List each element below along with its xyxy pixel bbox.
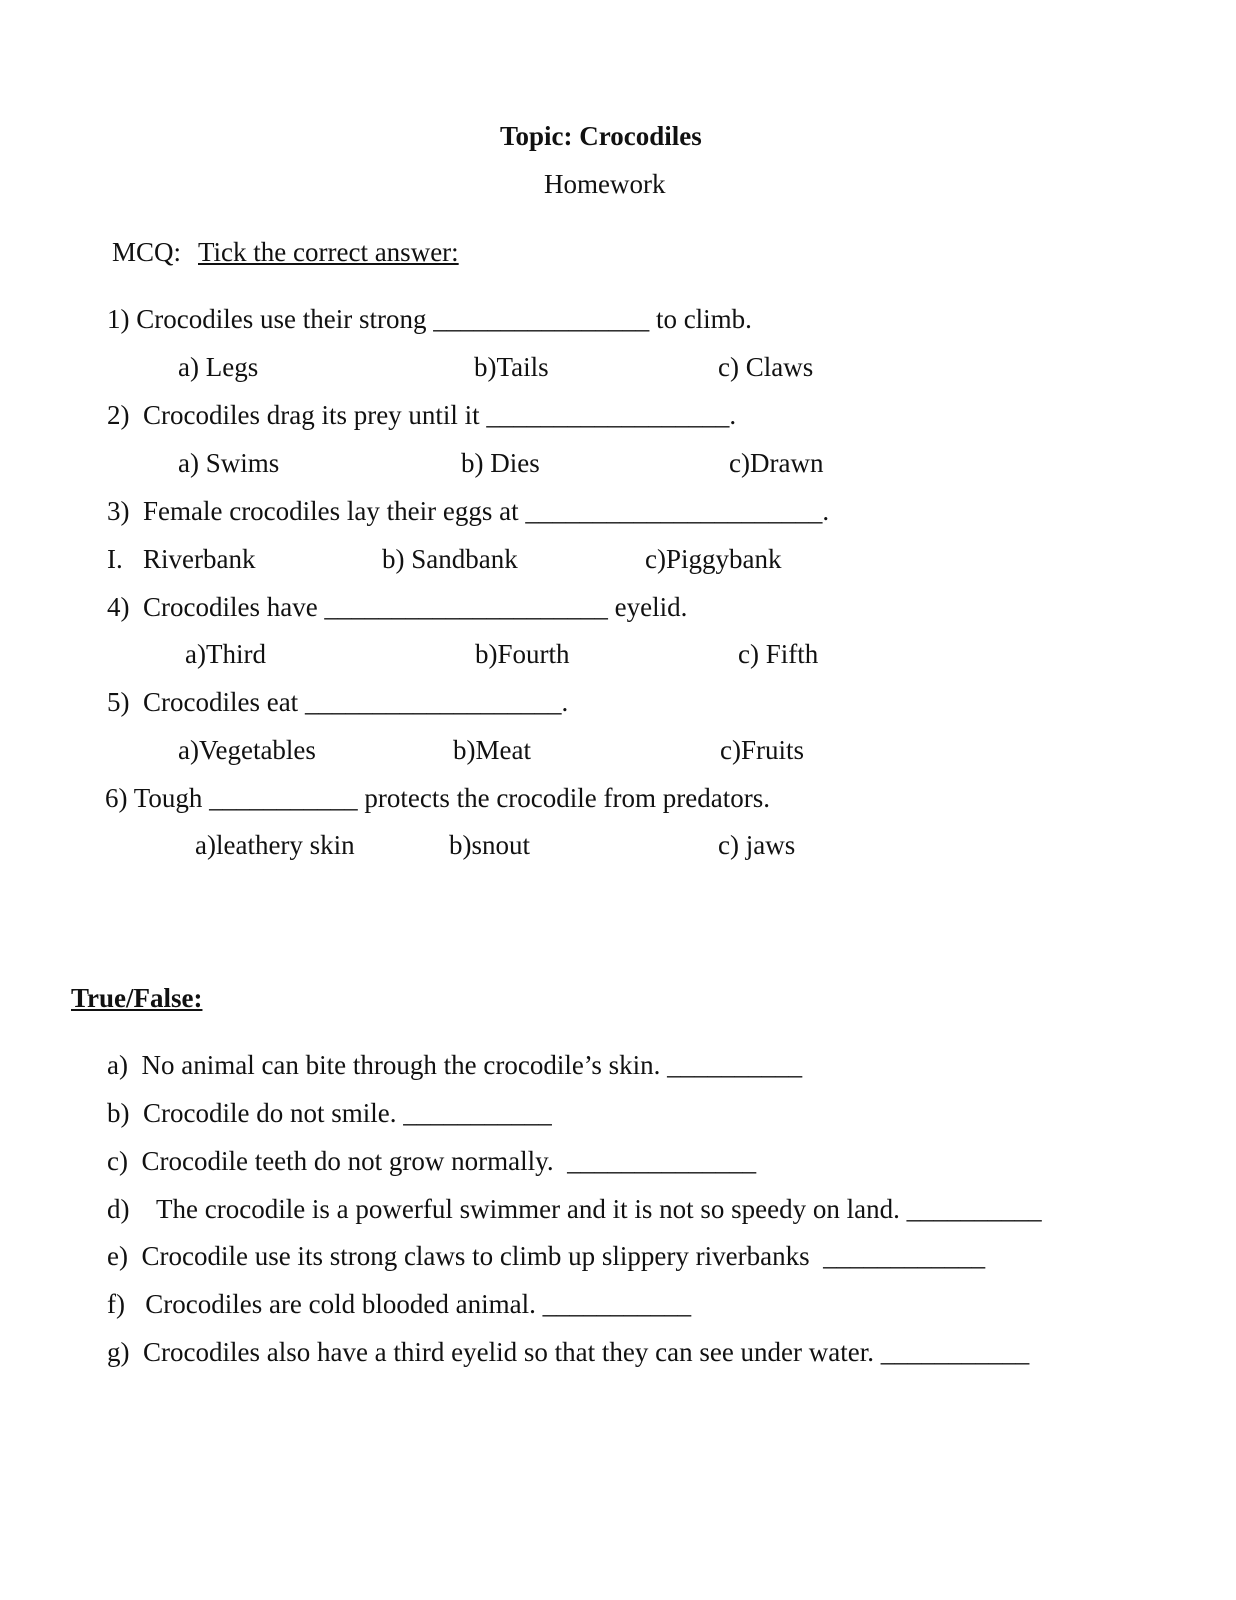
mcq-q2-option-c: c)Drawn [729,448,824,478]
mcq-q4-option-b: b)Fourth [475,639,570,669]
tf-item-e: e) Crocodile use its strong claws to climb up slippery riverbanks ____________ [107,1241,986,1271]
mcq-instruction: Tick the correct answer: [198,237,459,267]
mcq-question-6: 6) Tough ___________ protects the crocodile from predators. [105,783,770,813]
page-subtitle: Homework [544,169,666,199]
tf-item-b: b) Crocodile do not smile. ___________ [107,1098,552,1128]
mcq-question-2: 2) Crocodiles drag its prey until it __________________. [107,400,737,430]
mcq-q2-option-b: b) Dies [461,448,540,478]
mcq-label: MCQ: [112,237,182,267]
mcq-q6-option-c: c) jaws [718,830,796,860]
tf-item-a: a) No animal can bite through the crocodile’s skin. __________ [107,1050,803,1080]
tf-item-d: d) The crocodile is a powerful swimmer and it is not so speedy on land. __________ [107,1194,1042,1224]
mcq-q5-option-a: a)Vegetables [178,735,316,765]
mcq-question-4: 4) Crocodiles have _____________________ eyelid. [107,592,688,622]
tf-item-g: g) Crocodiles also have a third eyelid so that they can see under water. ___________ [107,1337,1030,1367]
mcq-q6-option-a: a)leathery skin [195,830,355,860]
mcq-q4-option-a: a)Third [185,639,266,669]
mcq-q1-option-a: a) Legs [178,352,259,382]
tf-item-c: c) Crocodile teeth do not grow normally. ______________ [107,1146,757,1176]
mcq-question-3: 3) Female crocodiles lay their eggs at ______________________. [107,496,830,526]
mcq-q1-option-b: b)Tails [474,352,549,382]
mcq-q3-option-c: c)Piggybank [645,544,782,574]
mcq-question-5: 5) Crocodiles eat ___________________. [107,687,569,717]
mcq-q5-option-c: c)Fruits [720,735,804,765]
mcq-q3-option-b: b) Sandbank [382,544,518,574]
tf-item-f: f) Crocodiles are cold blooded animal. ___________ [107,1289,692,1319]
mcq-q1-option-c: c) Claws [718,352,814,382]
mcq-question-1: 1) Crocodiles use their strong ________________ to climb. [107,304,752,334]
page-title: Topic: Crocodiles [500,121,702,151]
mcq-q3-option-a: I. Riverbank [107,544,256,574]
mcq-q2-option-a: a) Swims [178,448,280,478]
mcq-q6-option-b: b)snout [449,830,530,860]
mcq-q5-option-b: b)Meat [453,735,531,765]
true-false-heading: True/False: [71,983,203,1013]
mcq-q4-option-c: c) Fifth [738,639,819,669]
